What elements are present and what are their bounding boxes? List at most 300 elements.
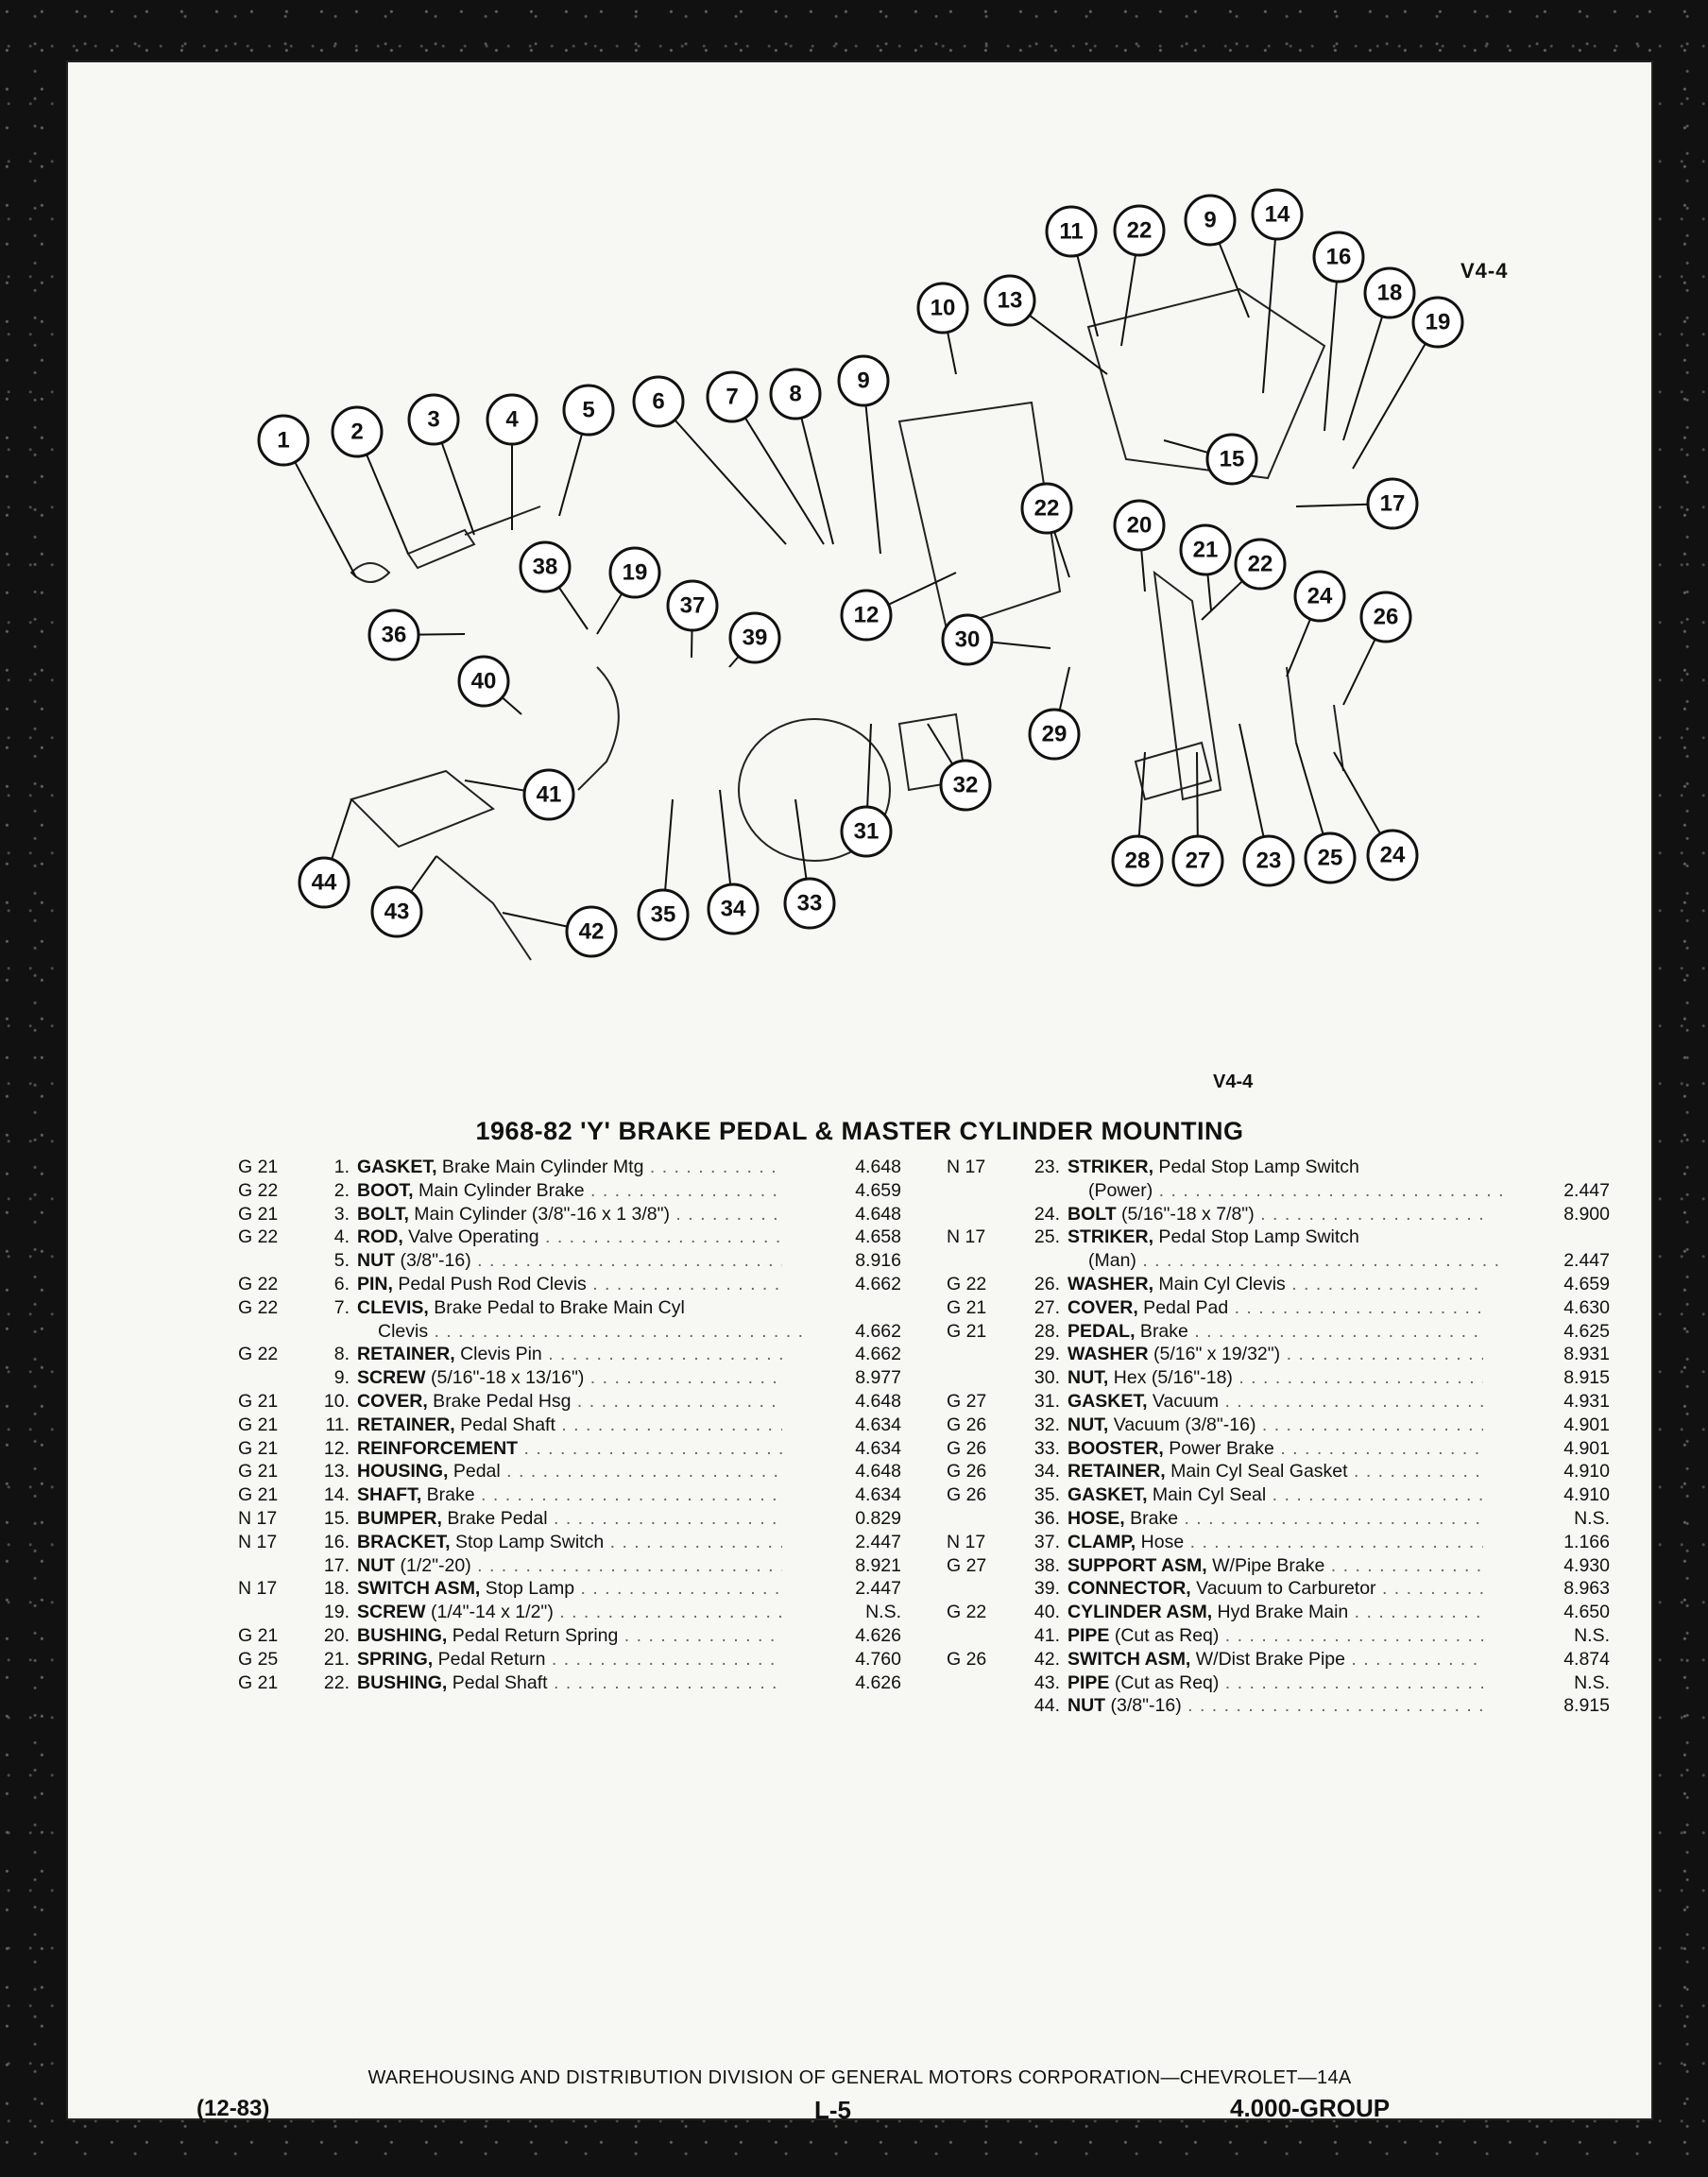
- svg-text:44: 44: [311, 869, 337, 896]
- item-detail: Pedal Push Rod Clevis: [392, 1273, 587, 1294]
- parts-list-row: [947, 1180, 1612, 1204]
- item-description: [1068, 1414, 1483, 1436]
- part-group-number: 4.625: [1563, 1320, 1610, 1342]
- part-group-number: 4.626: [855, 1624, 901, 1646]
- parts-list-row: [947, 1274, 1612, 1297]
- callout-22: [1115, 206, 1164, 255]
- item-description: [1068, 1321, 1483, 1343]
- callout-36: [369, 610, 418, 660]
- svg-text:35: 35: [650, 901, 676, 928]
- callout-leader: [1353, 343, 1426, 469]
- item-detail: Brake Main Cylinder Mtg: [436, 1157, 644, 1177]
- callout-leader: [1220, 243, 1249, 317]
- item-description: [1068, 1344, 1483, 1365]
- item-name: CLAMP,: [1068, 1531, 1136, 1552]
- parts-list-row: [947, 1649, 1612, 1672]
- item-detail: W/Pipe Brake: [1206, 1554, 1325, 1576]
- item-name: PEDAL,: [1068, 1320, 1136, 1342]
- group-code: G 27: [947, 1554, 987, 1576]
- parts-list-row: [947, 1532, 1612, 1555]
- item-detail: Clevis: [378, 1320, 429, 1342]
- item-number: 30.: [1033, 1367, 1060, 1389]
- svg-text:9: 9: [1204, 207, 1217, 233]
- part-group-number: 4.648: [855, 1461, 901, 1483]
- callout-28: [1113, 836, 1162, 885]
- callout-leader: [1343, 317, 1382, 440]
- callout-34: [709, 884, 758, 934]
- item-name: PIPE: [1068, 1671, 1110, 1693]
- item-name: CONNECTOR,: [1068, 1578, 1191, 1600]
- footer-group: 4.000-GROUP: [1230, 2094, 1391, 2122]
- item-name: PIPE: [1068, 1624, 1110, 1646]
- part-group-number: 4.910: [1563, 1461, 1610, 1483]
- callout-leader: [992, 643, 1050, 648]
- item-number: 38.: [1033, 1554, 1060, 1576]
- group-code: G 22: [947, 1273, 987, 1294]
- item-detail: Brake: [421, 1484, 475, 1506]
- group-code: G 22: [238, 1344, 279, 1365]
- item-description: [1068, 1250, 1504, 1272]
- bracket-part: [1088, 289, 1324, 478]
- item-name: NUT,: [1068, 1367, 1109, 1389]
- brake-hose-part: [578, 667, 619, 790]
- item-detail: Hex (5/16"-18): [1108, 1367, 1233, 1389]
- group-code: G 26: [947, 1648, 987, 1670]
- svg-text:18: 18: [1376, 280, 1403, 306]
- item-name: STRIKER,: [1068, 1226, 1154, 1248]
- item-number: 31.: [1033, 1390, 1060, 1412]
- item-name: ROD,: [357, 1226, 403, 1248]
- item-number: 3.: [333, 1203, 350, 1225]
- item-number: 18.: [323, 1578, 350, 1600]
- callout-3: [409, 395, 458, 444]
- callout-16: [1314, 232, 1363, 282]
- item-number: 40.: [1033, 1602, 1060, 1623]
- part-group-number: N.S.: [865, 1602, 901, 1623]
- diagram-code-top: V4-4: [1460, 259, 1509, 283]
- part-group-number: 8.931: [1563, 1344, 1610, 1365]
- callout-leader: [1296, 743, 1324, 834]
- item-number: 6.: [333, 1273, 350, 1294]
- part-group-number: N.S.: [1574, 1624, 1610, 1646]
- parts-list-row: [947, 1321, 1612, 1345]
- item-number: 11.: [325, 1414, 350, 1435]
- item-description: [1068, 1274, 1483, 1295]
- item-number: 29.: [1033, 1344, 1060, 1365]
- part-group-number: 4.659: [1563, 1273, 1610, 1294]
- item-name: NUT: [357, 1250, 396, 1272]
- part-group-number: 8.977: [855, 1367, 901, 1389]
- item-detail: Pedal Return Spring: [447, 1624, 619, 1646]
- part-group-number: 4.662: [855, 1320, 901, 1342]
- item-description: [1068, 1695, 1483, 1717]
- parts-list-row: [947, 1344, 1612, 1367]
- item-number: 9.: [333, 1367, 350, 1389]
- parts-list-row: [947, 1391, 1612, 1414]
- item-detail: Vacuum to Carburetor: [1190, 1578, 1376, 1600]
- item-description: [1068, 1180, 1504, 1202]
- group-code: G 22: [238, 1179, 279, 1201]
- parts-list-row: [238, 1461, 911, 1484]
- part-group-number: 0.829: [855, 1507, 901, 1529]
- callout-leader: [1296, 505, 1368, 506]
- item-detail: (Cut as Req): [1109, 1671, 1220, 1693]
- callout-18: [1365, 268, 1414, 317]
- item-number: 23.: [1033, 1157, 1060, 1177]
- group-code: G 21: [238, 1157, 279, 1177]
- parts-list-row: [238, 1321, 911, 1345]
- part-group-number: 4.662: [855, 1273, 901, 1294]
- item-name: SWITCH ASM,: [1068, 1648, 1191, 1670]
- group-code: G 21: [238, 1671, 279, 1693]
- svg-text:17: 17: [1379, 490, 1406, 517]
- item-description: [1068, 1649, 1483, 1671]
- svg-text:8: 8: [789, 381, 802, 407]
- callout-leader: [1197, 752, 1198, 836]
- svg-text:23: 23: [1255, 848, 1282, 874]
- item-number: 21.: [323, 1648, 350, 1670]
- callout-22: [1022, 484, 1071, 533]
- svg-text:22: 22: [1126, 217, 1153, 244]
- item-description: [357, 1438, 782, 1460]
- item-description: [357, 1414, 782, 1436]
- part-group-number: 4.901: [1563, 1437, 1610, 1459]
- item-number: 41.: [1033, 1624, 1060, 1646]
- group-code: N 17: [947, 1531, 986, 1552]
- parts-list-row: [238, 1297, 911, 1321]
- group-code: G 26: [947, 1437, 987, 1459]
- callout-leader: [1077, 255, 1098, 336]
- item-description: [357, 1297, 782, 1319]
- item-number: 8.: [333, 1344, 350, 1365]
- item-description: [1068, 1578, 1483, 1600]
- callout-7: [708, 372, 757, 421]
- svg-text:27: 27: [1185, 848, 1211, 874]
- item-detail: (Power): [1088, 1179, 1153, 1201]
- callout-leader: [418, 634, 465, 635]
- item-number: 19.: [323, 1602, 350, 1623]
- svg-text:43: 43: [384, 899, 410, 925]
- part-group-number: 4.648: [855, 1157, 901, 1177]
- parts-list-row: [238, 1602, 911, 1625]
- callout-44: [299, 858, 349, 907]
- item-description: [357, 1578, 782, 1600]
- callout-leader: [597, 593, 622, 634]
- item-name: COVER,: [357, 1390, 428, 1412]
- item-description: [357, 1274, 782, 1295]
- svg-text:22: 22: [1247, 551, 1273, 577]
- item-name: RETAINER,: [1068, 1461, 1166, 1483]
- item-name: WASHER,: [1068, 1273, 1154, 1294]
- group-code: N 17: [238, 1507, 278, 1529]
- exploded-parts-diagram: [68, 62, 1651, 1064]
- callout-leader: [503, 697, 521, 714]
- part-group-number: 2.447: [1563, 1250, 1610, 1272]
- item-description: [357, 1157, 782, 1178]
- item-name: BOLT,: [357, 1203, 409, 1225]
- callout-leader: [795, 799, 806, 879]
- callout-leader: [866, 405, 880, 554]
- parts-list-row: [238, 1180, 911, 1204]
- item-detail: Brake: [1135, 1320, 1188, 1342]
- item-name: BRACKET,: [357, 1531, 451, 1552]
- item-detail: Valve Operating: [402, 1226, 539, 1248]
- item-description: [1068, 1438, 1483, 1460]
- svg-text:9: 9: [857, 368, 870, 394]
- group-code: G 27: [947, 1390, 987, 1412]
- part-group-number: 4.626: [855, 1671, 901, 1693]
- part-group-number: 4.901: [1563, 1414, 1610, 1435]
- callout-20: [1115, 501, 1164, 550]
- item-number: 26.: [1033, 1273, 1060, 1294]
- callout-leader: [442, 443, 474, 535]
- item-number: 28.: [1033, 1320, 1060, 1342]
- item-detail: Clevis Pin: [454, 1344, 542, 1365]
- parts-list-row: [947, 1204, 1612, 1227]
- part-group-number: 4.874: [1563, 1648, 1610, 1670]
- part-group-number: 2.447: [1563, 1179, 1610, 1201]
- callout-22: [1236, 540, 1285, 589]
- callout-12: [842, 591, 891, 640]
- item-detail: Brake: [1124, 1507, 1179, 1529]
- callout-leader: [503, 913, 568, 927]
- item-description: [357, 1344, 782, 1365]
- group-code: G 25: [238, 1648, 279, 1670]
- parts-list-left: [238, 1157, 911, 1695]
- svg-text:31: 31: [853, 818, 880, 845]
- callout-2: [333, 407, 382, 456]
- part-group-number: 4.648: [855, 1390, 901, 1412]
- svg-text:12: 12: [853, 602, 880, 628]
- svg-text:6: 6: [652, 388, 665, 415]
- item-name: SWITCH ASM,: [357, 1578, 481, 1600]
- callout-26: [1361, 592, 1410, 642]
- item-number: 7.: [333, 1296, 350, 1318]
- group-code: G 21: [238, 1461, 279, 1483]
- svg-text:30: 30: [954, 626, 981, 653]
- callout-35: [639, 890, 688, 939]
- item-name: NUT: [1068, 1695, 1106, 1717]
- svg-text:15: 15: [1219, 446, 1245, 472]
- item-detail: Pedal: [448, 1461, 501, 1483]
- parts-list-row: [238, 1367, 911, 1391]
- group-code: G 22: [947, 1602, 987, 1623]
- striker-part: [1287, 667, 1296, 743]
- diagram-callouts: [259, 190, 1462, 956]
- svg-text:5: 5: [582, 397, 595, 423]
- svg-text:40: 40: [470, 668, 497, 694]
- item-detail: Brake Pedal Hsg: [427, 1390, 572, 1412]
- callout-6: [634, 377, 683, 426]
- item-detail: Vacuum: [1147, 1390, 1220, 1412]
- callout-21: [1181, 525, 1230, 574]
- item-number: 5.: [333, 1250, 350, 1272]
- item-description: [1068, 1204, 1483, 1226]
- item-number: 36.: [1033, 1507, 1060, 1529]
- item-detail: Brake Pedal: [441, 1507, 548, 1529]
- parts-list-row: [238, 1625, 911, 1649]
- part-group-number: 1.166: [1563, 1531, 1610, 1552]
- part-group-number: 4.634: [855, 1484, 901, 1506]
- svg-text:36: 36: [381, 622, 407, 648]
- group-code: G 22: [238, 1296, 279, 1318]
- item-detail: Pedal Pad: [1137, 1296, 1229, 1318]
- diagram-caption-code: V4-4: [1213, 1071, 1254, 1092]
- part-group-number: 8.916: [855, 1250, 901, 1272]
- callout-33: [785, 879, 834, 928]
- item-number: 13.: [323, 1461, 350, 1483]
- item-name: BUSHING,: [357, 1624, 448, 1646]
- callout-leader: [948, 332, 956, 374]
- item-description: [357, 1226, 782, 1248]
- item-number: 20.: [323, 1624, 350, 1646]
- svg-text:19: 19: [622, 559, 648, 586]
- item-number: 32.: [1033, 1414, 1060, 1435]
- svg-text:14: 14: [1264, 201, 1290, 228]
- item-name: COVER,: [1068, 1296, 1138, 1318]
- group-code: G 21: [238, 1437, 279, 1459]
- item-number: 14.: [323, 1484, 350, 1506]
- item-name: BUSHING,: [357, 1671, 448, 1693]
- item-detail: Pedal Shaft: [447, 1671, 548, 1693]
- callout-9: [1186, 196, 1235, 245]
- callout-leader: [559, 587, 588, 629]
- item-number: 15.: [323, 1507, 350, 1529]
- item-name: GASKET,: [1068, 1390, 1148, 1412]
- callout-4: [487, 395, 537, 444]
- part-group-number: 8.915: [1563, 1695, 1610, 1717]
- callout-40: [459, 657, 508, 706]
- parts-list-row: [238, 1532, 911, 1555]
- item-detail: Main Cyl Seal: [1147, 1484, 1267, 1506]
- part-group-number: 8.900: [1563, 1203, 1610, 1225]
- svg-text:1: 1: [277, 427, 290, 454]
- svg-text:4: 4: [505, 406, 519, 433]
- item-detail: (5/16" x 19/32"): [1148, 1344, 1281, 1365]
- svg-text:10: 10: [930, 295, 956, 321]
- parts-list-row: [947, 1484, 1612, 1508]
- item-detail: Stop Lamp Switch: [450, 1531, 605, 1552]
- item-description: [357, 1367, 782, 1389]
- group-code: G 22: [238, 1273, 279, 1294]
- callout-leader: [295, 462, 356, 577]
- callout-8: [771, 369, 820, 419]
- item-name: RETAINER,: [357, 1414, 455, 1435]
- rod-part: [465, 506, 540, 535]
- svg-text:39: 39: [742, 625, 768, 651]
- callout-leader: [801, 418, 833, 544]
- svg-text:21: 21: [1192, 537, 1219, 563]
- callout-leader: [675, 420, 786, 544]
- item-description: [1068, 1484, 1483, 1506]
- item-detail: (Man): [1088, 1250, 1136, 1272]
- callout-32: [941, 761, 990, 810]
- item-name: SCREW: [357, 1367, 426, 1389]
- parts-list-row: [238, 1555, 911, 1579]
- item-detail: Brake Pedal to Brake Main Cyl: [428, 1296, 685, 1318]
- item-name: HOUSING,: [357, 1461, 449, 1483]
- callout-leader: [720, 790, 730, 884]
- callout-24: [1368, 831, 1417, 880]
- item-number: 16.: [323, 1531, 350, 1552]
- item-name: BOLT: [1068, 1203, 1117, 1225]
- item-number: 1.: [333, 1157, 350, 1177]
- callout-leader: [665, 799, 673, 890]
- callout-leader: [332, 799, 351, 859]
- part-group-number: 4.658: [855, 1226, 901, 1248]
- gasket-part: [351, 563, 389, 582]
- callout-leader: [1060, 667, 1069, 711]
- item-detail: Hose: [1136, 1531, 1185, 1552]
- callout-leader: [928, 724, 952, 764]
- callout-29: [1030, 710, 1079, 759]
- item-detail: Main Cyl Clevis: [1153, 1273, 1286, 1294]
- item-number: 34.: [1033, 1461, 1060, 1483]
- item-description: [357, 1625, 782, 1647]
- callout-leader: [1239, 724, 1264, 837]
- group-code: G 21: [238, 1484, 279, 1506]
- parts-list-row: [238, 1672, 911, 1696]
- item-detail: (5/16"-18 x 7/8"): [1116, 1203, 1255, 1225]
- item-number: 33.: [1033, 1437, 1060, 1459]
- parts-list-row: [947, 1250, 1612, 1274]
- item-description: [357, 1461, 782, 1483]
- part-group-number: N.S.: [1574, 1671, 1610, 1693]
- group-code: N 17: [238, 1578, 278, 1600]
- item-description: [357, 1649, 782, 1671]
- parts-list-row: [238, 1578, 911, 1602]
- part-group-number: 4.910: [1563, 1484, 1610, 1506]
- callout-41: [524, 770, 573, 819]
- item-description: [1068, 1625, 1483, 1647]
- part-group-number: N.S.: [1574, 1507, 1610, 1529]
- callout-1: [259, 416, 308, 465]
- callout-leader: [559, 434, 582, 516]
- svg-text:7: 7: [726, 384, 739, 410]
- parts-list-row: [947, 1555, 1612, 1579]
- item-description: [357, 1391, 782, 1413]
- parts-list-row: [947, 1695, 1612, 1719]
- item-detail: Stop Lamp: [480, 1578, 575, 1600]
- item-description: [357, 1555, 782, 1577]
- footer-division: WAREHOUSING AND DISTRIBUTION DIVISION OF GENERAL MOTORS CORPORATION—CHEVROLET—14A: [367, 2067, 1352, 2088]
- item-detail: Pedal Shaft: [454, 1414, 555, 1435]
- callout-leader: [1141, 550, 1145, 591]
- parts-list-row: [947, 1672, 1612, 1696]
- item-number: 24.: [1033, 1203, 1060, 1225]
- callout-23: [1244, 836, 1293, 885]
- item-number: 39.: [1033, 1578, 1060, 1600]
- item-description: [1068, 1157, 1483, 1178]
- parts-list-row: [238, 1226, 911, 1250]
- item-detail: Pedal Stop Lamp Switch: [1153, 1157, 1359, 1177]
- item-description: [1068, 1508, 1483, 1530]
- item-description: [357, 1672, 782, 1694]
- item-detail: (5/16"-18 x 13/16"): [425, 1367, 585, 1389]
- item-description: [357, 1250, 782, 1272]
- group-code: N 17: [238, 1531, 278, 1552]
- item-name: REINFORCEMENT: [357, 1437, 519, 1459]
- callout-leader: [729, 657, 739, 667]
- item-name: CLEVIS,: [357, 1296, 429, 1318]
- callout-leader: [411, 856, 436, 892]
- item-number: 44.: [1033, 1695, 1060, 1717]
- item-name: BOOT,: [357, 1179, 414, 1201]
- item-description: [357, 1204, 782, 1226]
- item-detail: (3/8"-16): [395, 1250, 471, 1272]
- callout-42: [567, 907, 616, 956]
- callout-14: [1253, 190, 1302, 239]
